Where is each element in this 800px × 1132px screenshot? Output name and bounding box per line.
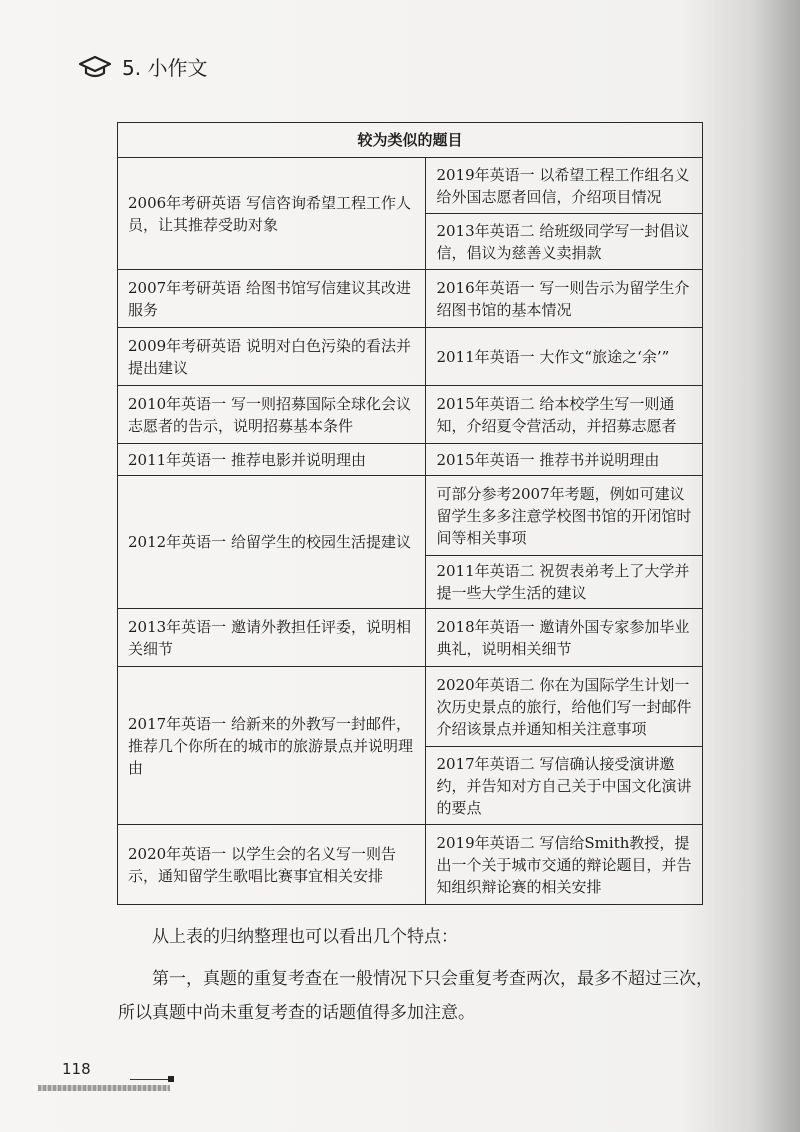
graduation-cap-icon bbox=[78, 55, 112, 79]
original-topic-cell: 2010年英语一 写一则招募国际全球化会议志愿者的告示，说明招募基本条件 bbox=[118, 386, 426, 444]
similar-topic-cell: 2017年英语二 写信确认接受演讲邀约，并告知对方自己关于中国文化演讲的要点 bbox=[426, 747, 703, 825]
table-row bbox=[118, 386, 703, 444]
similar-topic-cell: 2015年英语一 推荐书并说明理由 bbox=[426, 444, 703, 476]
similar-topic-cell: 2018年英语一 邀请外国专家参加毕业典礼，说明相关细节 bbox=[426, 609, 703, 667]
table-heading: 较为类似的题目 bbox=[118, 123, 703, 158]
similar-topic-cell: 2015年英语二 给本校学生写一则通知，介绍夏令营活动，并招募志愿者 bbox=[426, 386, 703, 444]
footer-decoration-dot bbox=[168, 1076, 174, 1082]
similar-topic-cell: 2013年英语二 给班级同学写一封倡议信，倡议为慈善义卖捐款 bbox=[426, 214, 703, 270]
similar-topic-cell: 2016年英语一 写一则告示为留学生介绍图书馆的基本情况 bbox=[426, 270, 703, 328]
table-row bbox=[118, 609, 703, 667]
comparison-table bbox=[117, 122, 703, 905]
table-row bbox=[118, 476, 703, 556]
similar-topic-cell: 2011年英语二 祝贺表弟考上了大学并提一些大学生活的建议 bbox=[426, 556, 703, 609]
footer-decoration-bar bbox=[38, 1085, 170, 1091]
similar-topic-cell: 2011年英语一 大作文“旅途之‘余’” bbox=[426, 328, 703, 386]
body-paragraph-first-point: 第一，真题的重复考查在一般情况下只会重复考查两次，最多不超过三次，所以真题中尚未重复考查的话题值得多加注意。 bbox=[118, 969, 713, 1023]
original-topic-cell: 2013年英语一 邀请外教担任评委，说明相关细节 bbox=[118, 609, 426, 667]
original-topic-cell: 2020年英语一 以学生会的名义写一则告示，通知留学生歌唱比赛事宜相关安排 bbox=[118, 825, 426, 905]
original-topic-cell: 2009年考研英语 说明对白色污染的看法并提出建议 bbox=[118, 328, 426, 386]
page-number: 118 bbox=[62, 1060, 91, 1078]
original-topic-cell: 2011年英语一 推荐电影并说明理由 bbox=[118, 444, 426, 476]
body-paragraph-intro: 从上表的归纳整理也可以看出几个特点： bbox=[152, 927, 458, 947]
table-row bbox=[118, 444, 703, 476]
similar-topic-cell: 可部分参考2007年考题，例如可建议留学生多多注意学校图书馆的开闭馆时间等相关事项 bbox=[426, 476, 703, 556]
similar-topic-cell: 2019年英语一 以希望工程工作组名义给外国志愿者回信，介绍项目情况 bbox=[426, 158, 703, 214]
table-row bbox=[118, 825, 703, 905]
chapter-header bbox=[78, 52, 207, 81]
similar-topic-cell: 2019年英语二 写信给Smith教授，提出一个关于城市交通的辩论题目，并告知组织辩论赛的相关安排 bbox=[426, 825, 703, 905]
table-row bbox=[118, 328, 703, 386]
original-topic-cell: 2012年英语一 给留学生的校园生活提建议 bbox=[118, 476, 426, 609]
table-row bbox=[118, 667, 703, 747]
footer-decoration-line bbox=[130, 1079, 172, 1080]
original-topic-cell: 2017年英语一 给新来的外教写一封邮件，推荐几个你所在的城市的旅游景点并说明理由 bbox=[118, 667, 426, 825]
table-heading-row bbox=[118, 123, 703, 158]
original-topic-cell: 2006年考研英语 写信咨询希望工程工作人员，让其推荐受助对象 bbox=[118, 158, 426, 270]
table-row bbox=[118, 270, 703, 328]
chapter-title: 5. 小作文 bbox=[122, 56, 208, 80]
original-topic-cell: 2007年考研英语 给图书馆写信建议其改进服务 bbox=[118, 270, 426, 328]
similar-topic-cell: 2020年英语二 你在为国际学生计划一次历史景点的旅行，给他们写一封邮件介绍该景点并通知相关注意事项 bbox=[426, 667, 703, 747]
table-row bbox=[118, 158, 703, 214]
